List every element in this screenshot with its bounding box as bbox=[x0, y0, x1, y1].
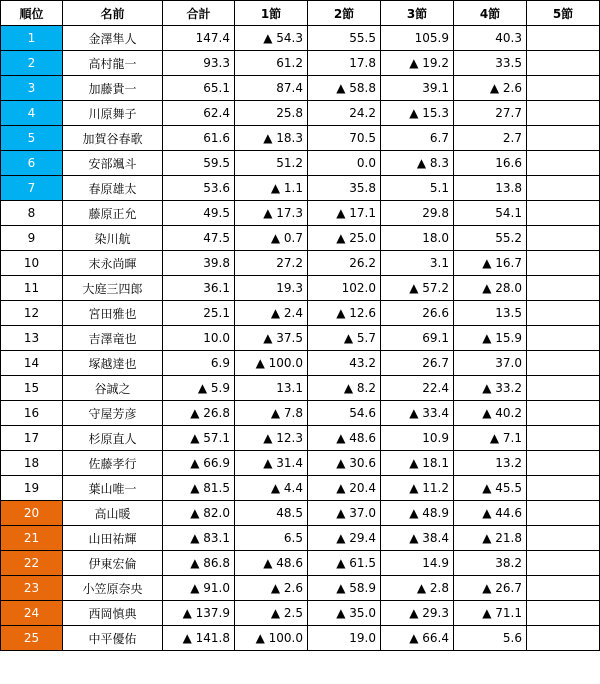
table-row bbox=[1, 401, 600, 426]
round3-score-cell: 22.4 bbox=[381, 376, 454, 401]
total-score-cell: ▲ 81.5 bbox=[163, 476, 235, 501]
round5-score-cell bbox=[527, 126, 600, 151]
total-score-cell: ▲ 26.8 bbox=[163, 401, 235, 426]
round1-score-cell: ▲ 54.3 bbox=[235, 26, 308, 51]
round3-score-cell: 18.0 bbox=[381, 226, 454, 251]
round1-score-cell: 25.8 bbox=[235, 101, 308, 126]
round2-score-cell: ▲ 35.0 bbox=[308, 601, 381, 626]
round5-score-cell bbox=[527, 451, 600, 476]
round2-score-cell: ▲ 5.7 bbox=[308, 326, 381, 351]
total-score-cell: 62.4 bbox=[163, 101, 235, 126]
player-name-cell: 川原舞子 bbox=[63, 101, 163, 126]
round1-score-cell: 48.5 bbox=[235, 501, 308, 526]
round2-score-cell: ▲ 61.5 bbox=[308, 551, 381, 576]
round1-score-cell: 87.4 bbox=[235, 76, 308, 101]
total-score-cell: 65.1 bbox=[163, 76, 235, 101]
total-score-cell: 6.9 bbox=[163, 351, 235, 376]
column-header-round1: 1節 bbox=[235, 1, 308, 26]
player-name-cell: 塚越達也 bbox=[63, 351, 163, 376]
round2-score-cell: ▲ 17.1 bbox=[308, 201, 381, 226]
round3-score-cell: 26.6 bbox=[381, 301, 454, 326]
table-row bbox=[1, 326, 600, 351]
total-score-cell: 93.3 bbox=[163, 51, 235, 76]
round1-score-cell: ▲ 18.3 bbox=[235, 126, 308, 151]
table-row bbox=[1, 251, 600, 276]
round1-score-cell: ▲ 1.1 bbox=[235, 176, 308, 201]
player-name-cell: 谷誠之 bbox=[63, 376, 163, 401]
round3-score-cell: ▲ 8.3 bbox=[381, 151, 454, 176]
round4-score-cell: ▲ 33.2 bbox=[454, 376, 527, 401]
rank-cell: 5 bbox=[1, 126, 63, 151]
round4-score-cell: 13.5 bbox=[454, 301, 527, 326]
round1-score-cell: ▲ 17.3 bbox=[235, 201, 308, 226]
table-row bbox=[1, 576, 600, 601]
round5-score-cell bbox=[527, 201, 600, 226]
total-score-cell: 49.5 bbox=[163, 201, 235, 226]
round3-score-cell: ▲ 33.4 bbox=[381, 401, 454, 426]
round3-score-cell: 105.9 bbox=[381, 26, 454, 51]
column-header-round4: 4節 bbox=[454, 1, 527, 26]
table-row bbox=[1, 501, 600, 526]
round5-score-cell bbox=[527, 476, 600, 501]
total-score-cell: 53.6 bbox=[163, 176, 235, 201]
player-name-cell: 葉山唯一 bbox=[63, 476, 163, 501]
round1-score-cell: ▲ 2.4 bbox=[235, 301, 308, 326]
round3-score-cell: ▲ 2.8 bbox=[381, 576, 454, 601]
round1-score-cell: ▲ 2.5 bbox=[235, 601, 308, 626]
round5-score-cell bbox=[527, 251, 600, 276]
table-row bbox=[1, 26, 600, 51]
round4-score-cell: 5.6 bbox=[454, 626, 527, 651]
round5-score-cell bbox=[527, 101, 600, 126]
round4-score-cell: ▲ 7.1 bbox=[454, 426, 527, 451]
table-row bbox=[1, 226, 600, 251]
total-score-cell: 10.0 bbox=[163, 326, 235, 351]
total-score-cell: 59.5 bbox=[163, 151, 235, 176]
rank-cell: 14 bbox=[1, 351, 63, 376]
round4-score-cell: ▲ 26.7 bbox=[454, 576, 527, 601]
round3-score-cell: 39.1 bbox=[381, 76, 454, 101]
round4-score-cell: 33.5 bbox=[454, 51, 527, 76]
player-name-cell: 春原雄太 bbox=[63, 176, 163, 201]
round3-score-cell: 29.8 bbox=[381, 201, 454, 226]
player-name-cell: 山田祐輝 bbox=[63, 526, 163, 551]
total-score-cell: 39.8 bbox=[163, 251, 235, 276]
rank-cell: 2 bbox=[1, 51, 63, 76]
round4-score-cell: 27.7 bbox=[454, 101, 527, 126]
total-score-cell: 36.1 bbox=[163, 276, 235, 301]
round5-score-cell bbox=[527, 626, 600, 651]
rank-cell: 25 bbox=[1, 626, 63, 651]
table-header bbox=[1, 1, 600, 26]
table-row bbox=[1, 376, 600, 401]
round1-score-cell: 51.2 bbox=[235, 151, 308, 176]
player-name-cell: 高山暖 bbox=[63, 501, 163, 526]
column-header-rank: 順位 bbox=[1, 1, 63, 26]
round2-score-cell: ▲ 20.4 bbox=[308, 476, 381, 501]
round4-score-cell: ▲ 21.8 bbox=[454, 526, 527, 551]
round3-score-cell: ▲ 18.1 bbox=[381, 451, 454, 476]
round2-score-cell: 19.0 bbox=[308, 626, 381, 651]
round1-score-cell: ▲ 0.7 bbox=[235, 226, 308, 251]
round3-score-cell: ▲ 29.3 bbox=[381, 601, 454, 626]
table-row bbox=[1, 351, 600, 376]
player-name-cell: 宮田雅也 bbox=[63, 301, 163, 326]
round4-score-cell: ▲ 16.7 bbox=[454, 251, 527, 276]
rank-cell: 3 bbox=[1, 76, 63, 101]
round4-score-cell: 40.3 bbox=[454, 26, 527, 51]
total-score-cell: 47.5 bbox=[163, 226, 235, 251]
round3-score-cell: ▲ 15.3 bbox=[381, 101, 454, 126]
rank-cell: 21 bbox=[1, 526, 63, 551]
round1-score-cell: ▲ 100.0 bbox=[235, 351, 308, 376]
round3-score-cell: ▲ 11.2 bbox=[381, 476, 454, 501]
round1-score-cell: ▲ 7.8 bbox=[235, 401, 308, 426]
round2-score-cell: ▲ 29.4 bbox=[308, 526, 381, 551]
total-score-cell: ▲ 57.1 bbox=[163, 426, 235, 451]
rank-cell: 4 bbox=[1, 101, 63, 126]
total-score-cell: ▲ 5.9 bbox=[163, 376, 235, 401]
round2-score-cell: 17.8 bbox=[308, 51, 381, 76]
round2-score-cell: ▲ 58.9 bbox=[308, 576, 381, 601]
rank-cell: 7 bbox=[1, 176, 63, 201]
round4-score-cell: ▲ 71.1 bbox=[454, 601, 527, 626]
total-score-cell: ▲ 66.9 bbox=[163, 451, 235, 476]
table-row bbox=[1, 176, 600, 201]
round5-score-cell bbox=[527, 351, 600, 376]
round1-score-cell: 27.2 bbox=[235, 251, 308, 276]
rank-cell: 15 bbox=[1, 376, 63, 401]
round2-score-cell: 26.2 bbox=[308, 251, 381, 276]
player-name-cell: 中平優佑 bbox=[63, 626, 163, 651]
round5-score-cell bbox=[527, 176, 600, 201]
round3-score-cell: ▲ 19.2 bbox=[381, 51, 454, 76]
table-row bbox=[1, 551, 600, 576]
table-row bbox=[1, 301, 600, 326]
round5-score-cell bbox=[527, 226, 600, 251]
total-score-cell: ▲ 137.9 bbox=[163, 601, 235, 626]
table-body bbox=[1, 26, 600, 651]
player-name-cell: 伊東宏倫 bbox=[63, 551, 163, 576]
round2-score-cell: ▲ 25.0 bbox=[308, 226, 381, 251]
rank-cell: 11 bbox=[1, 276, 63, 301]
round2-score-cell: 70.5 bbox=[308, 126, 381, 151]
table-row bbox=[1, 526, 600, 551]
total-score-cell: ▲ 141.8 bbox=[163, 626, 235, 651]
round3-score-cell: 14.9 bbox=[381, 551, 454, 576]
round4-score-cell: ▲ 2.6 bbox=[454, 76, 527, 101]
total-score-cell: ▲ 86.8 bbox=[163, 551, 235, 576]
round1-score-cell: 6.5 bbox=[235, 526, 308, 551]
round4-score-cell: ▲ 15.9 bbox=[454, 326, 527, 351]
round2-score-cell: ▲ 48.6 bbox=[308, 426, 381, 451]
round2-score-cell: ▲ 30.6 bbox=[308, 451, 381, 476]
round1-score-cell: ▲ 4.4 bbox=[235, 476, 308, 501]
round5-score-cell bbox=[527, 51, 600, 76]
round5-score-cell bbox=[527, 501, 600, 526]
table-row bbox=[1, 151, 600, 176]
table-row bbox=[1, 51, 600, 76]
player-name-cell: 安部颯斗 bbox=[63, 151, 163, 176]
total-score-cell: 147.4 bbox=[163, 26, 235, 51]
table-row bbox=[1, 101, 600, 126]
round5-score-cell bbox=[527, 26, 600, 51]
rank-cell: 22 bbox=[1, 551, 63, 576]
round2-score-cell: 0.0 bbox=[308, 151, 381, 176]
total-score-cell: ▲ 83.1 bbox=[163, 526, 235, 551]
player-name-cell: 藤原正允 bbox=[63, 201, 163, 226]
round2-score-cell: ▲ 58.8 bbox=[308, 76, 381, 101]
round1-score-cell: ▲ 2.6 bbox=[235, 576, 308, 601]
table-row bbox=[1, 276, 600, 301]
player-name-cell: 杉原直人 bbox=[63, 426, 163, 451]
rank-cell: 10 bbox=[1, 251, 63, 276]
rank-cell: 1 bbox=[1, 26, 63, 51]
round1-score-cell: 13.1 bbox=[235, 376, 308, 401]
round2-score-cell: ▲ 12.6 bbox=[308, 301, 381, 326]
total-score-cell: ▲ 82.0 bbox=[163, 501, 235, 526]
table-row bbox=[1, 426, 600, 451]
round4-score-cell: ▲ 45.5 bbox=[454, 476, 527, 501]
round4-score-cell: 37.0 bbox=[454, 351, 527, 376]
round5-score-cell bbox=[527, 151, 600, 176]
round4-score-cell: ▲ 44.6 bbox=[454, 501, 527, 526]
round3-score-cell: 10.9 bbox=[381, 426, 454, 451]
round2-score-cell: 35.8 bbox=[308, 176, 381, 201]
player-name-cell: 金澤隼人 bbox=[63, 26, 163, 51]
rank-cell: 18 bbox=[1, 451, 63, 476]
rank-cell: 12 bbox=[1, 301, 63, 326]
column-header-round5: 5節 bbox=[527, 1, 600, 26]
round5-score-cell bbox=[527, 401, 600, 426]
round4-score-cell: 55.2 bbox=[454, 226, 527, 251]
total-score-cell: 61.6 bbox=[163, 126, 235, 151]
player-name-cell: 守屋芳彦 bbox=[63, 401, 163, 426]
round3-score-cell: ▲ 66.4 bbox=[381, 626, 454, 651]
round4-score-cell: 38.2 bbox=[454, 551, 527, 576]
rank-cell: 16 bbox=[1, 401, 63, 426]
round5-score-cell bbox=[527, 326, 600, 351]
round2-score-cell: ▲ 8.2 bbox=[308, 376, 381, 401]
round4-score-cell: 13.2 bbox=[454, 451, 527, 476]
player-name-cell: 加藤貴一 bbox=[63, 76, 163, 101]
round1-score-cell: ▲ 100.0 bbox=[235, 626, 308, 651]
round5-score-cell bbox=[527, 601, 600, 626]
round4-score-cell: 2.7 bbox=[454, 126, 527, 151]
table-row bbox=[1, 201, 600, 226]
round2-score-cell: ▲ 37.0 bbox=[308, 501, 381, 526]
table-row bbox=[1, 476, 600, 501]
round3-score-cell: 26.7 bbox=[381, 351, 454, 376]
rank-cell: 17 bbox=[1, 426, 63, 451]
round4-score-cell: 54.1 bbox=[454, 201, 527, 226]
player-name-cell: 末永尚暉 bbox=[63, 251, 163, 276]
rank-cell: 8 bbox=[1, 201, 63, 226]
round5-score-cell bbox=[527, 376, 600, 401]
round3-score-cell: ▲ 48.9 bbox=[381, 501, 454, 526]
round1-score-cell: ▲ 48.6 bbox=[235, 551, 308, 576]
round3-score-cell: ▲ 57.2 bbox=[381, 276, 454, 301]
column-header-round3: 3節 bbox=[381, 1, 454, 26]
rank-cell: 20 bbox=[1, 501, 63, 526]
round4-score-cell: 13.8 bbox=[454, 176, 527, 201]
player-name-cell: 佐藤孝行 bbox=[63, 451, 163, 476]
round2-score-cell: 102.0 bbox=[308, 276, 381, 301]
table-row bbox=[1, 76, 600, 101]
round2-score-cell: 43.2 bbox=[308, 351, 381, 376]
table-row bbox=[1, 126, 600, 151]
rank-cell: 23 bbox=[1, 576, 63, 601]
player-name-cell: 染川航 bbox=[63, 226, 163, 251]
round1-score-cell: 19.3 bbox=[235, 276, 308, 301]
round5-score-cell bbox=[527, 426, 600, 451]
column-header-total: 合計 bbox=[163, 1, 235, 26]
player-name-cell: 西岡慎典 bbox=[63, 601, 163, 626]
total-score-cell: ▲ 91.0 bbox=[163, 576, 235, 601]
round3-score-cell: 3.1 bbox=[381, 251, 454, 276]
rank-cell: 13 bbox=[1, 326, 63, 351]
round5-score-cell bbox=[527, 276, 600, 301]
round4-score-cell: ▲ 28.0 bbox=[454, 276, 527, 301]
total-score-cell: 25.1 bbox=[163, 301, 235, 326]
player-name-cell: 小笠原奈央 bbox=[63, 576, 163, 601]
player-name-cell: 加賀谷春歌 bbox=[63, 126, 163, 151]
player-name-cell: 吉澤竜也 bbox=[63, 326, 163, 351]
round5-score-cell bbox=[527, 576, 600, 601]
header-row bbox=[1, 1, 600, 26]
round4-score-cell: ▲ 40.2 bbox=[454, 401, 527, 426]
round3-score-cell: ▲ 38.4 bbox=[381, 526, 454, 551]
round4-score-cell: 16.6 bbox=[454, 151, 527, 176]
round3-score-cell: 6.7 bbox=[381, 126, 454, 151]
rank-cell: 9 bbox=[1, 226, 63, 251]
player-name-cell: 大庭三四郎 bbox=[63, 276, 163, 301]
rank-cell: 6 bbox=[1, 151, 63, 176]
round2-score-cell: 55.5 bbox=[308, 26, 381, 51]
rank-cell: 19 bbox=[1, 476, 63, 501]
round5-score-cell bbox=[527, 551, 600, 576]
round5-score-cell bbox=[527, 301, 600, 326]
round1-score-cell: ▲ 37.5 bbox=[235, 326, 308, 351]
rank-cell: 24 bbox=[1, 601, 63, 626]
round5-score-cell bbox=[527, 76, 600, 101]
player-name-cell: 高村龍一 bbox=[63, 51, 163, 76]
table-row bbox=[1, 626, 600, 651]
round3-score-cell: 69.1 bbox=[381, 326, 454, 351]
round1-score-cell: ▲ 12.3 bbox=[235, 426, 308, 451]
round5-score-cell bbox=[527, 526, 600, 551]
round2-score-cell: 54.6 bbox=[308, 401, 381, 426]
round3-score-cell: 5.1 bbox=[381, 176, 454, 201]
table-row bbox=[1, 601, 600, 626]
column-header-round2: 2節 bbox=[308, 1, 381, 26]
round1-score-cell: 61.2 bbox=[235, 51, 308, 76]
round2-score-cell: 24.2 bbox=[308, 101, 381, 126]
column-header-name: 名前 bbox=[63, 1, 163, 26]
round1-score-cell: ▲ 31.4 bbox=[235, 451, 308, 476]
table-row bbox=[1, 451, 600, 476]
